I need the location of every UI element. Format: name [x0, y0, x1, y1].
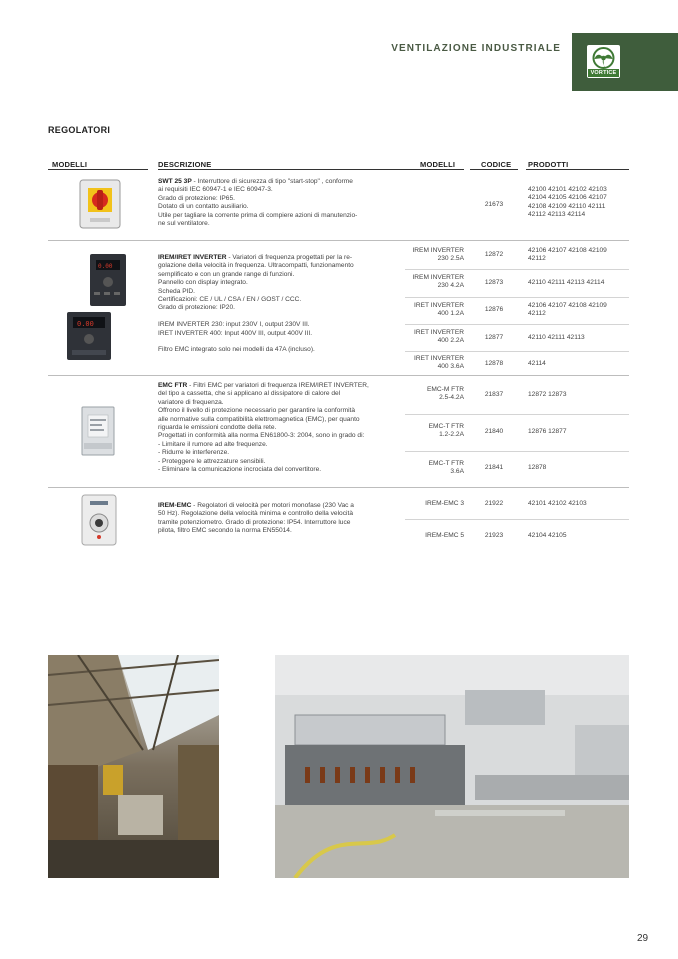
model-cell: IRET INVERTER 400 2.2A — [414, 329, 464, 345]
fan-logo-icon — [592, 47, 615, 69]
product-name: SWT 25 3P — [158, 178, 192, 185]
code-cell: 21923 — [484, 532, 504, 539]
code-cell: 12873 — [484, 279, 504, 286]
code-cell: 12877 — [484, 334, 504, 341]
row-divider — [405, 297, 629, 298]
model-cell: IRET INVERTER 400 3.6A — [414, 355, 464, 371]
products-cell: 12876 12877 — [528, 428, 567, 435]
product-name: IREM-EMC — [158, 502, 192, 509]
svg-text:0.00: 0.00 — [98, 263, 113, 270]
photo-bottling-plant — [275, 655, 629, 878]
page-number: 29 — [637, 933, 649, 944]
section-title: REGOLATORI — [48, 125, 111, 135]
model-cell: EMC-T FTR 3.6A — [428, 460, 464, 476]
logo-wordmark: VORTICE — [588, 69, 619, 77]
vortice-logo — [587, 45, 620, 78]
code-cell: 12876 — [484, 306, 504, 313]
code-cell: 12878 — [484, 360, 504, 367]
product-name: IREM/IRET INVERTER — [158, 254, 227, 261]
group-divider — [48, 375, 629, 376]
products-cell: 42106 42107 42108 42109 42112 — [528, 302, 607, 318]
code-cell: 21840 — [484, 428, 504, 435]
group-divider — [48, 240, 629, 241]
model-cell: IRET INVERTER 400 1.2A — [414, 302, 464, 318]
product-image-swt — [76, 178, 124, 230]
products-cell: 42106 42107 42108 42109 42112 — [528, 247, 607, 263]
model-cell: IREM INVERTER 230 2.5A — [412, 247, 464, 263]
description-emc-ftr: EMC FTR - Filtri EMC per variatori di frequenza IREM/IRET INVERTER, del tipo a cassetta, che si applicano al dissipatore di calore del variatore di frequenza. Offrono il livello di protezione necessario per garantire la conformità alle normative sulla compatibilità elettromagnetica (EMC), per quanto riguarda le emissioni condotte della rete. Progettati in conformità alla norma EN61800-3: 2004, sono in grado di: - Limitare il rumore ad alte frequenze. - Ridurre le interferenze. - Proteggere le attrezzature sensibili. - Eliminare la comunicazione incrociata del convertitore. — [158, 382, 369, 474]
row-divider — [405, 414, 629, 415]
products-cell: 12878 — [528, 464, 547, 471]
header-rule — [158, 169, 464, 170]
description-irem-emc: IREM-EMC - Regolatori di velocità per motori monofase (230 Vac a 50 Hz). Regolazione della velocità minima e controllo della velocità tramite potenziometro. Grado di protezione: IP54. Interruttore luce pilota, filtro EMC secondo la norma EN55014. — [158, 502, 354, 535]
row-divider — [405, 351, 629, 352]
description-swt: SWT 25 3P - Interruttore di sicurezza di tipo "start-stop" , conforme ai requisiti IEC 60947-1 e IEC 60947-3. Grado di protezione: IP65. Dotato di un contatto ausiliario. Utile per tagliare la corrente prima di compiere azioni di manutenzio- ne sul ventilatore. — [158, 178, 358, 228]
products-cell: 42101 42102 42103 — [528, 500, 587, 507]
model-cell: EMC-M FTR 2.5-4.2A — [427, 386, 464, 402]
product-name: EMC FTR — [158, 382, 188, 389]
model-cell: IREM-EMC 3 — [425, 500, 464, 507]
col-header-models: MODELLI — [420, 160, 456, 169]
product-image-inverter-small — [86, 252, 134, 310]
svg-text:0.00: 0.00 — [77, 320, 94, 328]
products-cell: 12872 12873 — [528, 391, 567, 398]
code-cell: 21673 — [484, 201, 504, 208]
row-divider — [405, 519, 629, 520]
photo-warehouse — [48, 655, 219, 878]
header-rule — [526, 169, 629, 170]
col-header-code: CODICE — [481, 160, 512, 169]
header-rule — [470, 169, 518, 170]
model-cell: EMC-T FTR 1.2-2.2A — [428, 423, 464, 439]
code-cell: 21837 — [484, 391, 504, 398]
group-divider — [48, 487, 629, 488]
section-header-title: VENTILAZIONE INDUSTRIALE — [391, 43, 561, 54]
row-divider — [405, 451, 629, 452]
products-cell: 42110 42111 42113 42114 — [528, 279, 605, 286]
product-image-emc-filter — [78, 405, 118, 457]
products-cell: 42110 42111 42113 — [528, 334, 585, 341]
model-cell: IREM-EMC 5 — [425, 532, 464, 539]
code-cell: 12872 — [484, 251, 504, 258]
model-cell: IREM INVERTER 230 4.2A — [412, 274, 464, 290]
description-inverter: IREM/IRET INVERTER - Variatori di frequenza progettati per la re- golazione della velocità in frequenza. Ultracompatti, funzionamento semplificato e con un grande range di funzioni. Pannello con display integrato. Scheda PID. Certificazioni: CE / UL / CSA / EN / GOST / CCC. Grado di protezione: IP20. IREM INVERTER 230: input 230V I, output 230V III. IRET INVERTER 400: Input 400V III, output 400V III. Filtro EMC integrato solo nei modelli da 47A (incluso). — [158, 254, 354, 354]
product-image-inverter-large — [64, 310, 114, 362]
col-header-description: DESCRIZIONE — [158, 160, 212, 169]
products-cell: 42114 — [528, 360, 546, 367]
brand-block — [572, 33, 678, 91]
col-header-products: PRODOTTI — [528, 160, 569, 169]
row-divider — [405, 324, 629, 325]
products-cell: 42100 42101 42102 42103 42104 42105 42106 42107 42108 42109 42110 42111 42112 42113 42114 — [528, 186, 607, 219]
code-cell: 21922 — [484, 500, 504, 507]
code-cell: 21841 — [484, 464, 504, 471]
header-rule — [48, 169, 148, 170]
col-header-models-left: MODELLI — [52, 160, 88, 169]
product-image-irem-emc — [76, 493, 122, 549]
row-divider — [405, 269, 629, 270]
products-cell: 42104 42105 — [528, 532, 567, 539]
